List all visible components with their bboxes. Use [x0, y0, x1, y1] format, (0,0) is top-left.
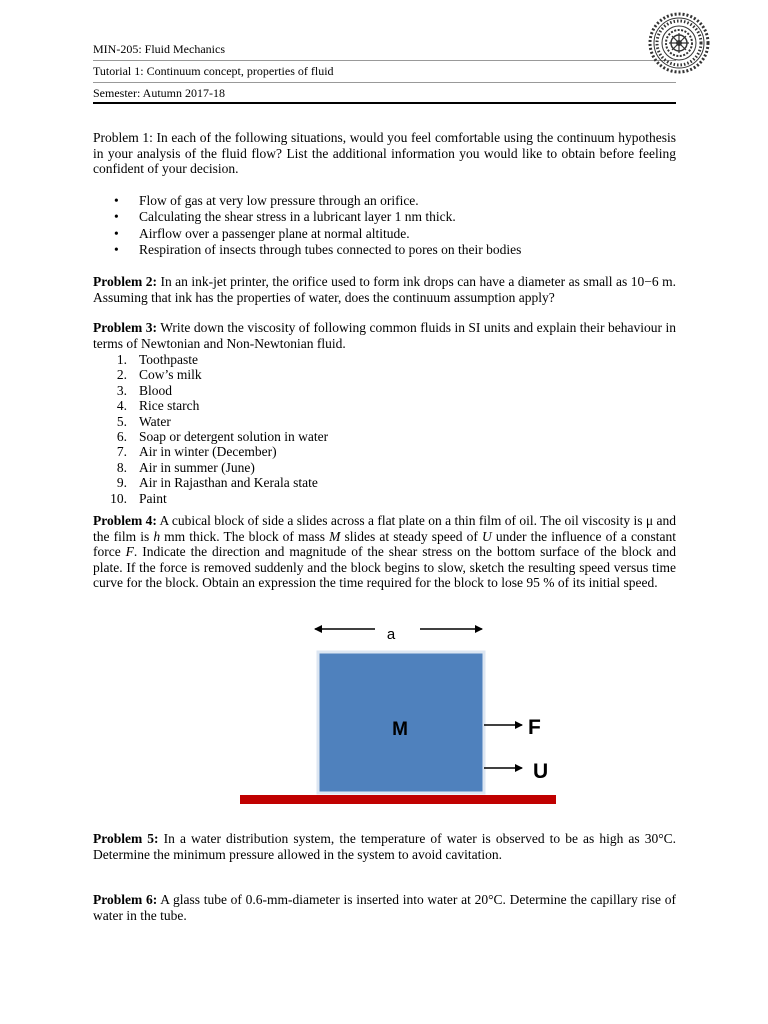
list-item: 10. Paint [110, 490, 167, 506]
list-item: • Respiration of insects through tubes connected to pores on their bodies [114, 241, 522, 257]
problem-5-text: Problem 5: In a water distribution system, the temperature of water is observed to be as high as 30°C. Determine the minimum pressure allowed in the system to avoid cavitation. [93, 831, 676, 862]
list-item: 6. Soap or detergent solution in water [116, 429, 329, 445]
list-item: • Flow of gas at very low pressure through an orifice. [114, 193, 419, 208]
list-item: • Airflow over a passenger plane at normal altitude. [114, 225, 410, 241]
problem-6-text: Problem 6: A glass tube of 0.6-mm-diameter is inserted into water at 20°C. Determine the capillary rise of water in the tube. [93, 892, 676, 923]
problem-1-text: Problem 1: In each of the following situations, would you feel comfortable using the continuum hypothesis in your analysis of the fluid flow? List the additional information you would like to obtain before feeling confident of your decision. [93, 130, 676, 177]
list-item: 7. Air in winter (December) [116, 444, 277, 460]
course-title: MIN-205: Fluid Mechanics [93, 42, 225, 56]
header-divider [93, 82, 676, 83]
problem-3-text: Problem 3: Write down the viscosity of following common fluids in SI units and explain their behaviour in terms of Newtonian and Non-Newtonian fluid. [93, 320, 676, 351]
list-item: • Calculating the shear stress in a lubricant layer 1 nm thick. [114, 209, 456, 225]
force-label: F [528, 716, 541, 739]
problem-3-fluid-list [93, 352, 676, 506]
list-item: 2. Cow’s milk [116, 367, 202, 383]
list-item: 1. Toothpaste [116, 352, 199, 367]
semester-label: Semester: Autumn 2017-18 [93, 86, 225, 100]
institute-seal-icon [648, 12, 710, 74]
list-item: 4. Rice starch [116, 398, 200, 414]
flat-plate [240, 795, 556, 804]
problem-1-bullet-list [93, 193, 676, 258]
velocity-label: U [533, 760, 549, 783]
header-divider [93, 60, 676, 61]
sliding-block-figure [230, 615, 570, 815]
tutorial-title: Tutorial 1: Continuum concept, properties of fluid [93, 64, 334, 78]
side-a-label: a [386, 626, 396, 643]
list-item: 9. Air in Rajasthan and Kerala state [116, 475, 318, 491]
list-item: 5. Water [116, 413, 171, 429]
problem-2-text: Problem 2: In an ink-jet printer, the orifice used to form ink drops can have a diameter as small as 10−6 m. Assuming that ink has the properties of water, does the continuum assumption apply? [93, 274, 676, 305]
block-mass-label: M [392, 719, 408, 740]
list-item: 8. Air in summer (June) [116, 459, 255, 475]
list-item: 3. Blood [116, 382, 173, 398]
problem-4-text: Problem 4: A cubical block of side a slides across a flat plate on a thin film of oil. The oil viscosity is μ and the film is h mm thick. The block of mass M slides at steady speed of U under the influence of a constant force F. Indicate the direction and magnitude of the shear stress on the bottom surface of the block and plate. If the force is removed suddenly and the block begins to slow, sketch the resulting speed versus time curve for the block. Obtain an expression the time required for the block to lose 95 % of its initial speed. [93, 513, 677, 591]
header-rule [93, 102, 676, 104]
